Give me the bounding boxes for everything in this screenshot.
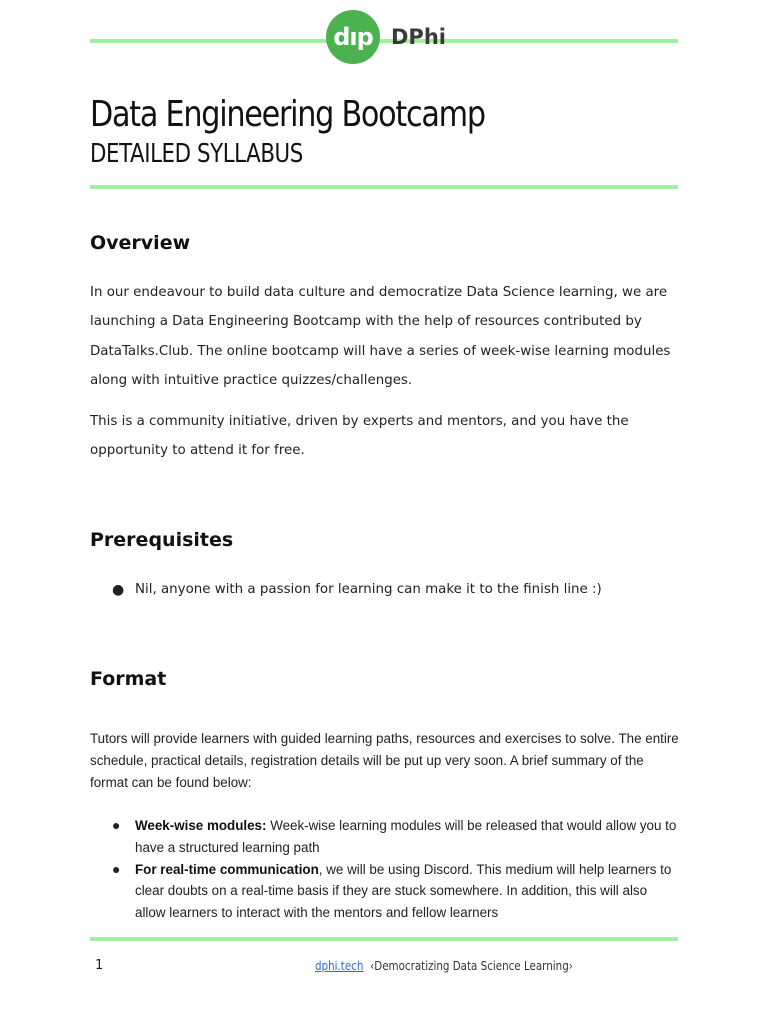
list-item <box>90 815 680 859</box>
document-title: Data Engineering Bootcamp <box>90 94 485 135</box>
page-number: 1 <box>95 958 104 973</box>
title-rule <box>90 185 678 189</box>
format-heading: Format <box>90 668 167 690</box>
list-item-bold: Week-wise modules: <box>135 818 267 833</box>
header-rule <box>90 39 678 43</box>
overview-heading: Overview <box>90 232 191 254</box>
list-item-text: Week-wise learning modules will be released that would allow you to have a structured learning path <box>135 818 677 855</box>
prerequisites-list <box>90 579 680 601</box>
bullet-icon: ● <box>112 860 121 877</box>
dphi-logo-icon: dıp <box>326 10 380 64</box>
document-subtitle: DETAILED SYLLABUS <box>90 139 303 169</box>
footer-rule <box>90 937 678 941</box>
bullet-icon: ● <box>112 582 125 598</box>
footer-link[interactable]: dphi.tech <box>315 959 364 973</box>
list-item-bold: For real-time communication <box>135 861 319 877</box>
footer-text <box>315 959 573 973</box>
dphi-logo-text: DPhi <box>391 25 446 49</box>
overview-paragraph-2: This is a community initiative, driven by experts and mentors, and you have the opportunity to attend it for free. <box>90 414 629 459</box>
footer-tagline: ‹Democratizing Data Science Learning› <box>370 959 573 973</box>
list-item-text: , we will be using Discord. This medium will help learners to clear doubts on a real-time basis if they are stuck somewhere. In addition, this will also allow learners to interact with the mentors and fellow learners <box>135 861 672 921</box>
format-list <box>90 815 680 924</box>
list-item <box>90 859 680 924</box>
bullet-icon: ● <box>112 817 121 833</box>
list-item <box>90 579 680 601</box>
list-item-text: Nil, anyone with a passion for learning can make it to the finish line :) <box>135 582 602 597</box>
overview-paragraph-1: In our endeavour to build data culture and democratize Data Science learning, we are launching a Data Engineering Bootcamp with the help of resources contributed by DataTalks.Club. The online bootcamp will have a series of week-wise learning modules along with intuitive practice quizzes/challenges. <box>90 285 671 388</box>
prerequisites-heading: Prerequisites <box>90 529 234 551</box>
format-intro: Tutors will provide learners with guided learning paths, resources and exercises to solve. The entire schedule, practical details, registration details will be put up very soon. A brief summary of the format can be found below: <box>90 731 679 790</box>
